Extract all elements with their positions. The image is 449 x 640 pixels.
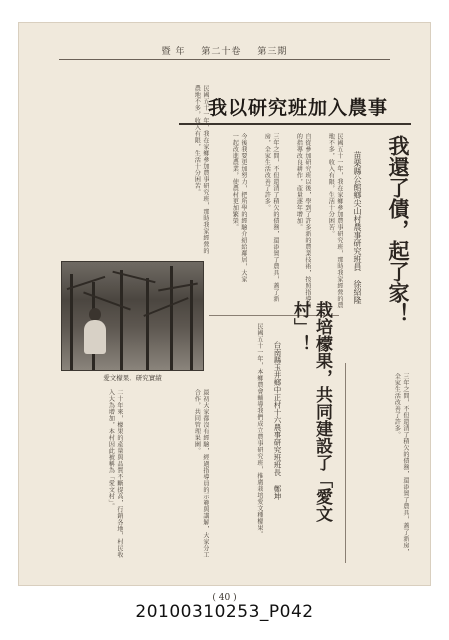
title-rule — [179, 123, 411, 125]
header-rule — [59, 59, 390, 60]
archive-id-label: 20100310253_P042 — [135, 602, 314, 622]
article2-headline: 栽培檬果，共同建設了「愛文村」！ — [290, 301, 332, 522]
article2-byline: 台南縣玉井鄉中正村十六農事研究班班長 鄭坤 — [273, 341, 282, 500]
column-divider — [345, 363, 346, 563]
article1-continuation: 三年之間，不但還清了積欠的債務，還添置了農具，蓋了新房，全家生活改善了許多。 — [393, 373, 409, 555]
header-issue: 第三期 — [257, 47, 288, 57]
article1-paragraph: 三年之間，不但還清了積欠的債務，還添置了農具，蓋了新房，全家生活改善了許多。 — [263, 133, 279, 302]
article2-paragraph: 最初大家都沒有經驗，經過指導員的示範與講解，大家分工合作，共同管理果園。 — [193, 389, 209, 558]
page-number: ( 40 ) — [212, 593, 237, 603]
header-volume: 第二十卷 — [201, 47, 242, 57]
article1-paragraph: 今後我要更加努力，把所學的經驗介紹給鄰居，大家一起改進農業，使農村更加繁榮。 — [231, 133, 247, 283]
article1-byline: 苗栗縣公館鄉尖山村農事研究班員 徐紹隆 — [353, 151, 362, 304]
header-year: 暨 年 — [161, 47, 186, 57]
article2-paragraph: 二十年來，檬果的產量與品質不斷提高，行銷各地，村民收入大為增加，本村因此被稱為「愛文村」。 — [107, 389, 123, 558]
page-header — [19, 44, 430, 57]
article1-paragraph: 民國五十一年，我在家鄉參加農事研究班，那時我家經營的農地不多，收入有限，生活十分困苦。 — [327, 133, 343, 309]
article1-paragraph: 自從參加研究班以後，學到了許多新的農業技術，按照指導員的指導改良耕作，產量逐年增加。 — [295, 133, 311, 309]
main-article-text: 民國五十一年，我在家鄉參加農事研究班，那時我家經營的農地不多，收入有限，生活十分困苦。 — [193, 85, 209, 254]
magazine-page — [18, 22, 431, 603]
article2-paragraph: 民國五十一年，本鄉農會輔導我們成立農事研究班，推廣栽培愛文種檬果。 — [256, 323, 263, 538]
article1-headline: 我還了債，起了家！ — [386, 135, 410, 324]
photo-caption: 愛文檬果．研究實績 — [103, 374, 162, 382]
main-title: 我以研究班加入農事 — [207, 97, 388, 119]
mango-orchard-photo — [61, 261, 204, 371]
